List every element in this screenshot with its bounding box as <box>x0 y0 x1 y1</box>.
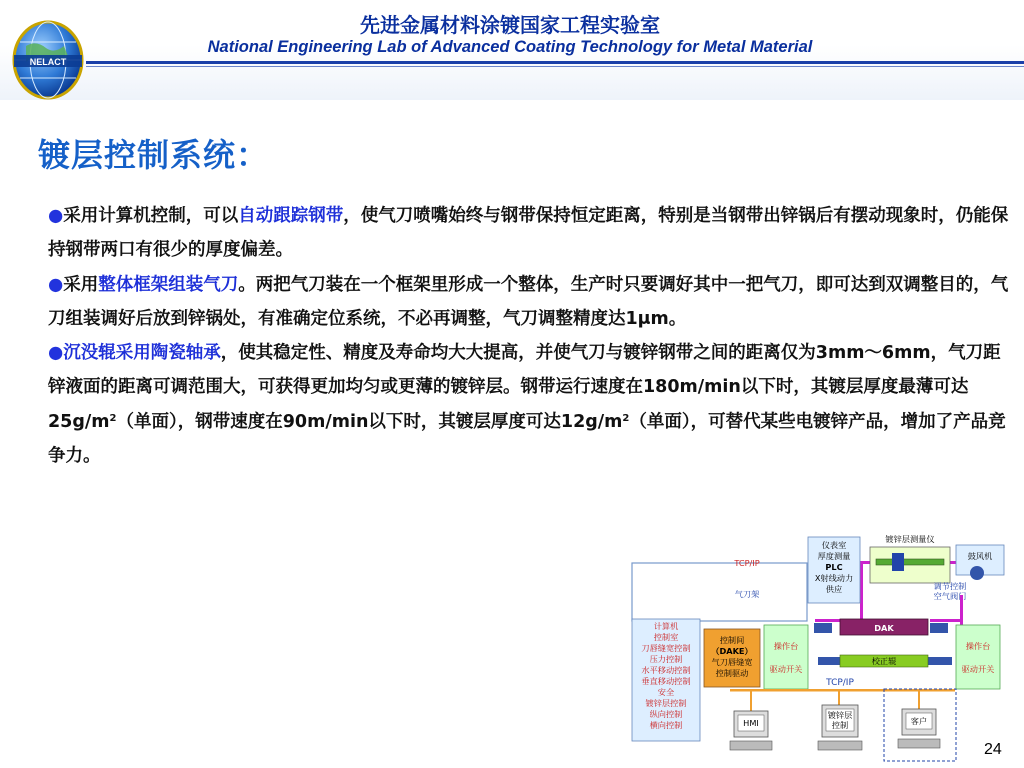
air-pipe <box>930 619 963 622</box>
console-left-label: 操作台 <box>773 641 799 651</box>
dak-label: DAK <box>874 623 894 633</box>
air-knife-frame-label: 气刀架 <box>734 589 760 599</box>
coating-gauge-head <box>892 553 904 571</box>
supply-label: 供应 <box>825 584 843 594</box>
page-number: 24 <box>984 741 1002 758</box>
paragraph-1-highlight: 自动跟踪钢带 <box>238 206 344 226</box>
console-right-switch: 驱动开关 <box>961 664 995 674</box>
header-title-cn: 先进金属材料涂镀国家工程实验室 <box>360 13 660 37</box>
body-text <box>48 199 1010 473</box>
superscript: 2 <box>622 412 630 424</box>
computer-room-line: 横向控制 <box>649 720 683 730</box>
network-drop <box>750 691 752 711</box>
paragraph-1-post: ，使气刀喷嘴始终与钢带保持恒定距离，特别是当钢带出锌锅后有摆动现象时，仍能保持钢带两口有很少的厚度偏差。 <box>48 206 1009 261</box>
coating-control-diagram <box>630 533 1010 765</box>
control-room-line: 控制驱动 <box>715 668 749 678</box>
console-left-box <box>764 625 808 689</box>
computer-room-line: 垂直移动控制 <box>641 676 691 686</box>
air-valve-label-2: 空气阀门 <box>933 591 967 601</box>
computer-room-line: 镀锌层控制 <box>645 698 687 708</box>
paragraph-2-highlight: 整体框架组装气刀 <box>98 274 239 295</box>
computer-room-line: 控制室 <box>653 632 679 642</box>
computer-room-line: 纵向控制 <box>649 709 683 719</box>
tcpip-bottom-label: TCP/IP <box>826 678 854 688</box>
paragraph-2-post: 。两把气刀装在一个框架里形成一个整体，生产时只要调好其中一把气刀，即可达到双调整目的，气刀组装调好后放到锌锅处，有准确定位系统，不必再调整，气刀调整精度达1μm。 <box>48 274 1009 329</box>
network-drop <box>918 691 920 711</box>
paragraph-1 <box>48 199 1010 268</box>
xray-label: X射线动力 <box>814 573 854 583</box>
hmi-label: HMI <box>743 718 759 728</box>
coating-control-keyboard-icon <box>818 741 862 750</box>
control-room-line: 控制间 <box>719 635 745 645</box>
thickness-label: 厚度测量 <box>817 551 851 561</box>
computer-room-line: 安全 <box>657 687 675 697</box>
blower-label: 鼓风机 <box>967 551 993 561</box>
computer-room-line: 刀唇缝宽控制 <box>641 643 691 653</box>
paragraph-3-text-b: （单面），钢带速度在90m/min以下时，其镀层厚度可达12g/m <box>116 411 623 432</box>
paragraph-3-highlight: 沉没辊采用陶瓷轴承 <box>63 343 221 364</box>
coating-control-label-1: 镀锌层 <box>827 710 853 720</box>
pipe-frame <box>632 563 807 621</box>
bullet-icon: ● <box>48 343 64 364</box>
knife-right-icon <box>930 623 948 633</box>
computer-room-line: 水平移动控制 <box>641 665 691 675</box>
console-left-switch: 驱动开关 <box>769 664 803 674</box>
air-valve-label-1: 调节控制 <box>933 581 967 591</box>
logo-text: NELACT <box>29 57 67 67</box>
bullet-icon: ● <box>48 206 64 226</box>
slide-title: 镀层控制系统： <box>38 136 270 174</box>
client-label: 客户 <box>910 716 928 726</box>
header-divider <box>86 61 1024 64</box>
coating-control-label-2: 控制 <box>831 720 849 730</box>
bullet-icon: ● <box>48 274 64 295</box>
paragraph-3 <box>48 336 1010 473</box>
blower-fan-icon <box>970 566 984 580</box>
coating-gauge-label: 镀锌层测量仪 <box>885 534 935 544</box>
computer-room-line: 压力控制 <box>649 654 683 664</box>
control-room-line: 气刀唇缝宽 <box>711 657 753 667</box>
paragraph-3-text-c: （单面），可替代某些电镀锌产品，增加了产品竞争力。 <box>48 411 1006 467</box>
plc-label: PLC <box>825 562 843 572</box>
computer-room-line: 计算机 <box>653 621 679 631</box>
instrument-room-label: 仪表室 <box>821 540 847 550</box>
hmi-keyboard-icon <box>730 741 772 750</box>
knife-left-icon <box>814 623 832 633</box>
control-room-line: （DAKE） <box>711 646 753 656</box>
client-keyboard-icon <box>898 739 940 748</box>
paragraph-3-text-a: ，使其稳定性、精度及寿命均大大提高，并使气刀与镀锌钢带之间的距离仅为3mm～6mm，气刀距锌液面的距离可调范围大，可获得更加均匀或更薄的镀锌层。钢带运行速度在180m/min以下时，其镀层厚度最薄可达25g/m <box>48 343 1001 432</box>
superscript: 2 <box>109 412 117 424</box>
logo <box>8 6 92 102</box>
paragraph-1-pre: 采用计算机控制，可以 <box>63 206 239 226</box>
coating-gauge-rail <box>876 559 944 565</box>
console-right-box <box>956 625 1000 689</box>
header-divider-thin <box>86 66 1024 67</box>
tcpip-top-label: TCP/IP <box>734 558 760 568</box>
header-title-en: National Engineering Lab of Advanced Coating Technology for Metal Material <box>207 38 813 56</box>
console-right-label: 操作台 <box>965 641 991 651</box>
paragraph-2 <box>48 268 1010 337</box>
correction-roll-label: 校正辊 <box>871 656 897 666</box>
paragraph-2-pre: 采用 <box>63 274 99 295</box>
